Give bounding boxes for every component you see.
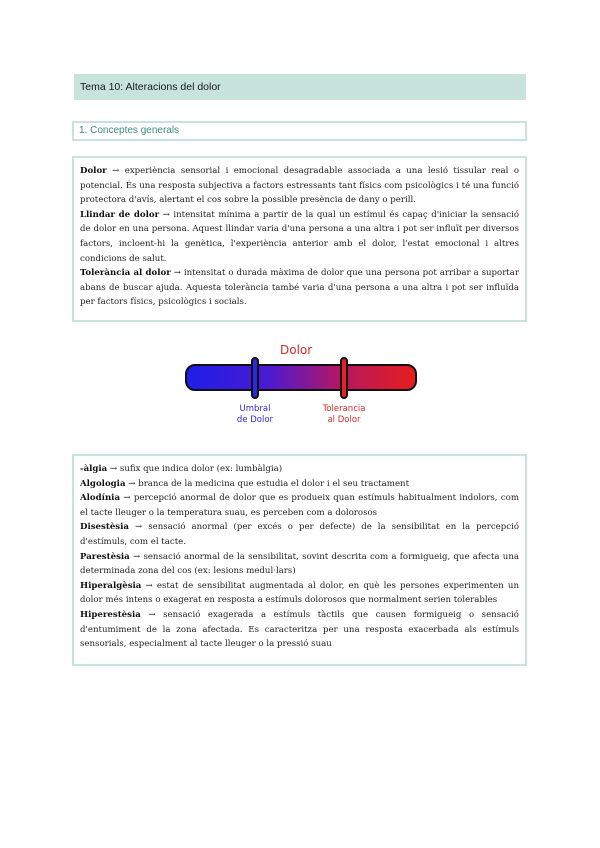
term-definition: sensació exagerada a estímuls tàctils que causen formigueig o sensació d'entumiment de la zona afectada. Es caracteritza per una resposta exacerbada als estímuls sensorials, especialment al tacte lleuger o la pressió suau [80,609,519,650]
term-entry [80,608,519,652]
arrow: → [159,209,174,220]
term-definition: sufix que indica dolor (ex: lumbàlgia) [119,464,283,474]
term-entry [80,491,519,520]
threshold-label-line2: de Dolor [236,415,274,425]
term-word: -àlgia [80,464,108,474]
term-word: Parestèsia [80,551,130,562]
term-entry [80,550,519,579]
concept-term: Llindar de dolor [80,209,160,220]
term-word: Algologia [80,478,126,489]
tolerance-label-line1: Tolerancia [322,404,366,414]
concept-llindar [80,208,519,266]
concept-term: Tolerància al dolor [80,268,171,279]
arrow: → [106,166,125,176]
arrow: → [125,478,139,489]
threshold-label [225,404,285,426]
arrow: → [141,580,157,591]
arrow: → [170,268,184,279]
concept-tolerancia [80,266,519,310]
arrow: → [140,609,164,620]
section-heading: 1. Conceptes generals [72,121,527,141]
tolerance-label [314,404,374,426]
threshold-marker [251,357,259,399]
term-definition: percepció anormal de dolor que es produeix quan estímuls habitualment indolors, com el tacte lleuger o la temperatura suau, es perceben com a dolorosos [80,493,519,518]
term-definition: estat de sensibilitat augmentada al dolor, en què les persones experimenten un dolor més intens o exagerat en resposta a estímuls dolorosos que normalment serien tolerables [80,580,519,606]
term-entry [80,520,519,549]
concepts-box [72,156,527,322]
pain-scale-diagram [180,340,420,435]
term-entry [80,462,519,477]
terms-box [72,454,527,666]
concept-dolor [80,164,519,208]
term-word: Alodínia [80,493,121,504]
arrow: → [107,464,120,474]
topic-title: Tema 10: Alteracions del dolor [74,74,526,100]
term-definition: sensació anormal (per excés o per defecte) de la sensibilitat en la percepció d'estímuls, com el tacte. [80,522,519,547]
pain-gradient-bar [185,364,417,391]
term-word: Hiperalgèsia [80,580,142,591]
diagram-title: Dolor [280,343,313,357]
threshold-label-line1: Umbral [239,404,271,414]
tolerance-label-line2: al Dolor [327,415,361,425]
tolerance-marker [340,357,348,399]
concept-term: Dolor [80,166,107,176]
arrow: → [120,493,134,504]
concept-definition: intensitat mínima a partir de la qual un estímul és capaç d'iniciar la sensació de dolor en una persona. Aquest llindar varia d'una persona a una altra i pot ser influït per diversos factors, incloent-hi la genètica, l'experiència anterior amb el dolor, l'estat emocional i altres condicions de salut. [80,209,520,264]
term-definition: sensació anormal de la sensibilitat, sovint descrita com a formigueig, que afecta una determinada zona del cos (ex: lesions medul·lars) [80,551,519,577]
term-definition: branca de la medicina que estudia el dolor i el seu tractament [138,478,410,489]
concept-definition: experiència sensorial i emocional desagradable associada a una lesió tissular real o potencial. És una resposta subjectiva a factors estressants tant físics com psicològics i té una funció protectora d'avís, alertant el cos sobre la possible presència de dany o perill. [80,166,519,206]
arrow: → [128,522,149,533]
term-word: Hiperestèsia [80,609,141,620]
term-word: Disestèsia [80,522,129,533]
concept-definition: intensitat o durada màxima de dolor que una persona pot arribar a suportar abans de buscar ajuda. Aquesta tolerància també varia d'una persona a una altra i pot ser influïda per factors físics, psicològics i socials. [80,268,519,308]
term-entry [80,477,519,492]
term-entry [80,579,519,608]
arrow: → [129,551,144,562]
